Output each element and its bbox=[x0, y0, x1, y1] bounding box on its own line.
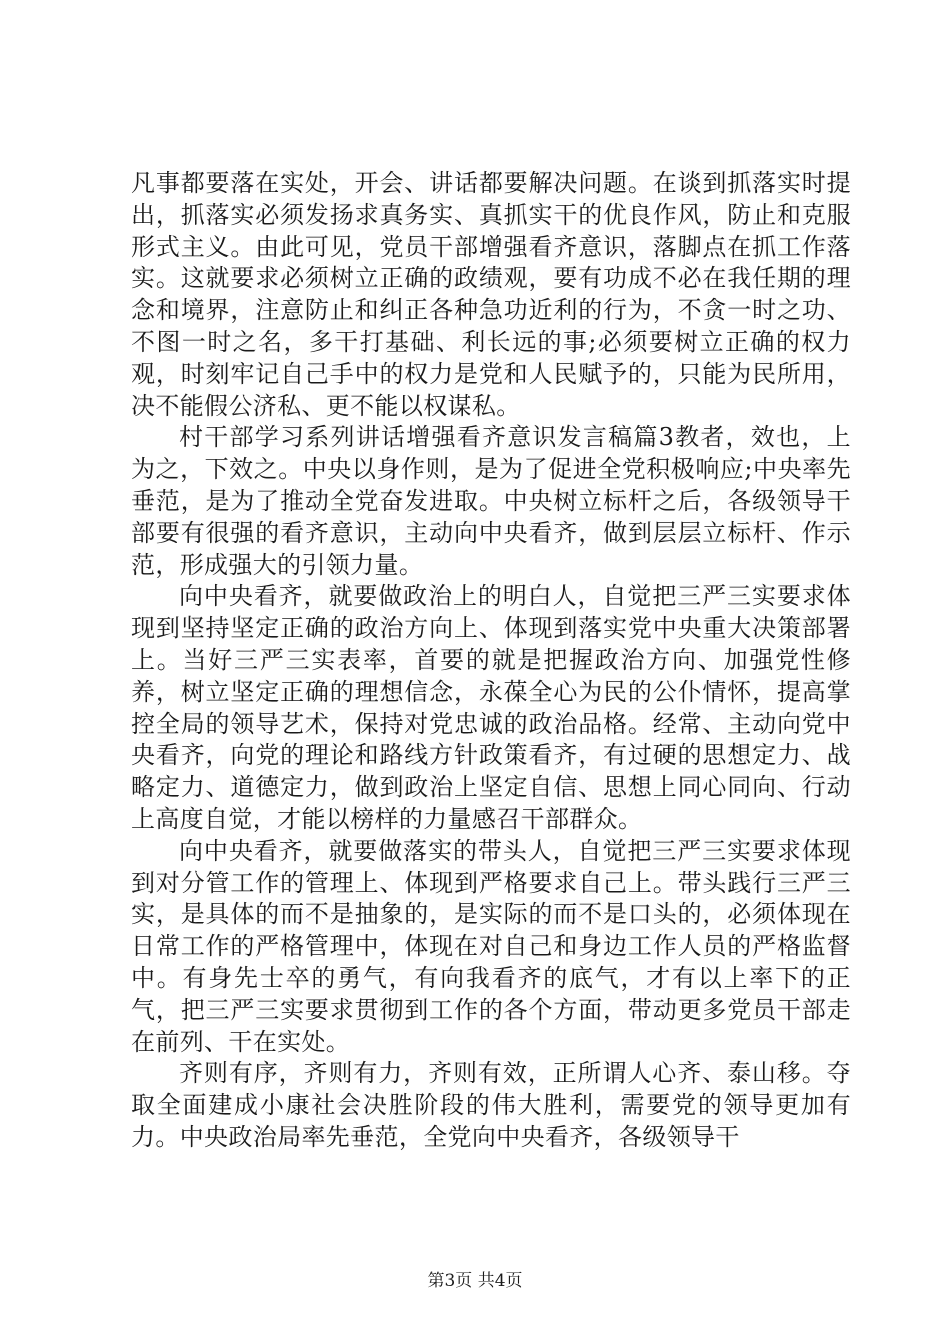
paragraph-1: 凡事都要落在实处，开会、讲话都要解决问题。在谈到抓落实时提出，抓落实必须发扬求真务实、真抓实干的优良作风，防止和克服形式主义。由此可见，党员干部增强看齐意识，落脚点在抓工作落实。这就要求必须树立正确的政绩观，要有功成不必在我任期的理念和境界，注意防止和纠正各种急功近利的行为，不贪一时之功、不图一时之名，多干打基础、利长远的事;必须要树立正确的权力观，时刻牢记自己手中的权力是党和人民赋予的，只能为民所用，决不能假公济私、更不能以权谋私。 bbox=[131, 169, 851, 420]
paragraph-2: 村干部学习系列讲话增强看齐意识发言稿篇3教者，效也，上为之，下效之。中央以身作则，是为了促进全党积极响应;中央率先垂范，是为了推动全党奋发进取。中央树立标杆之后，各级领导干部要有很强的看齐意识，主动向中央看齐，做到层层立标杆、作示范，形成强大的引领力量。 bbox=[131, 423, 851, 579]
paragraph-4: 向中央看齐，就要做落实的带头人，自觉把三严三实要求体现到对分管工作的管理上、体现到严格要求自己上。带头践行三严三实，是具体的而不是抽象的，是实际的而不是口头的，必须体现在日常工作的严格管理中，体现在对自己和身边工作人员的严格监督中。有身先士卒的勇气，有向我看齐的底气，才有以上率下的正气，把三严三实要求贯彻到工作的各个方面，带动更多党员干部走在前列、干在实处。 bbox=[131, 836, 851, 1056]
paragraph-3: 向中央看齐，就要做政治上的明白人，自觉把三严三实要求体现到坚持坚定正确的政治方向上、体现到落实党中央重大决策部署上。当好三严三实表率，首要的就是把握政治方向、加强党性修养，树立坚定正确的理想信念，永葆全心为民的公仆情怀，提高掌控全局的领导艺术，保持对党忠诚的政治品格。经常、主动向党中央看齐，向党的理论和路线方针政策看齐，有过硬的思想定力、战略定力、道德定力，做到政治上坚定自信、思想上同心同向、行动上高度自觉，才能以榜样的力量感召干部群众。 bbox=[131, 582, 851, 833]
paragraph-5: 齐则有序，齐则有力，齐则有效，正所谓人心齐、泰山移。夺取全面建成小康社会决胜阶段的伟大胜利，需要党的领导更加有力。中央政治局率先垂范，全党向中央看齐，各级领导干 bbox=[131, 1059, 851, 1151]
document-body bbox=[131, 168, 851, 1154]
page-number-footer: 第3页 共4页 bbox=[427, 1271, 523, 1291]
